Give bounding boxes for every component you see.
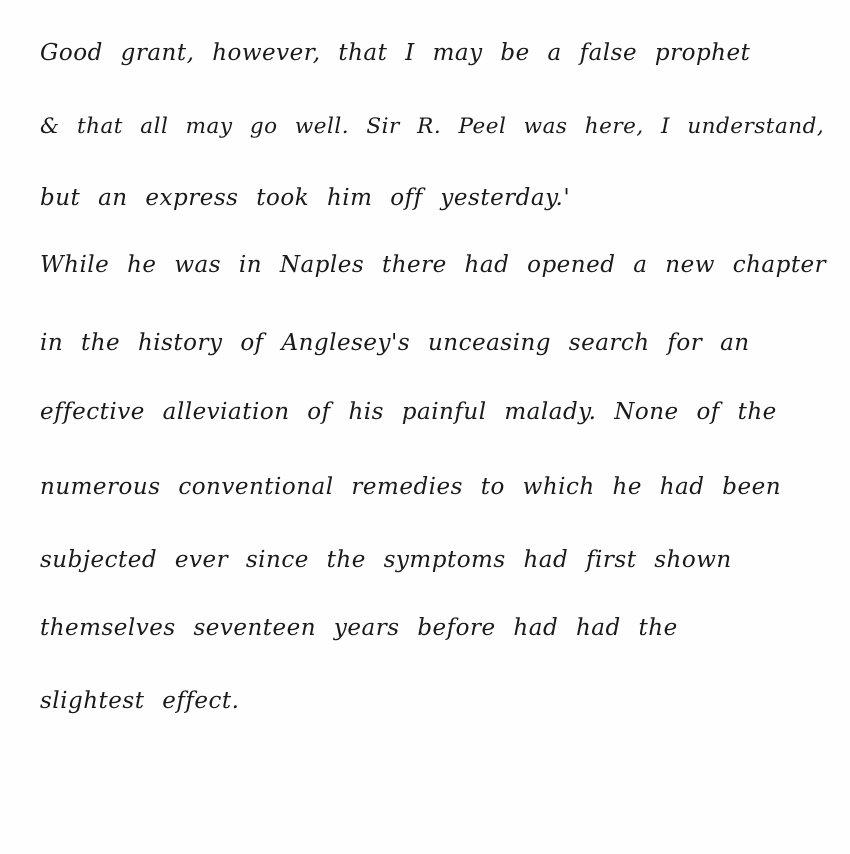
text-line-1: Good grant, however, that I may be a false prophet <box>40 40 751 66</box>
text-line-2: & that all may go well. Sir R. Peel was here, I understand, <box>40 114 825 139</box>
text-line-6: effective alleviation of his painful malady. None of the <box>40 399 777 425</box>
text-line-4: While he was in Naples there had opened a new chapter <box>40 252 827 278</box>
text-line-8: subjected ever since the symptoms had first shown <box>40 547 732 573</box>
text-line-7: numerous conventional remedies to which he had been <box>40 474 782 500</box>
text-line-9: themselves seventeen years before had had the <box>40 615 678 641</box>
text-line-5: in the history of Anglesey's unceasing search for an <box>40 330 750 356</box>
text-line-10: slightest effect. <box>40 688 240 714</box>
text-line-3: but an express took him off yesterday.' <box>40 185 571 211</box>
